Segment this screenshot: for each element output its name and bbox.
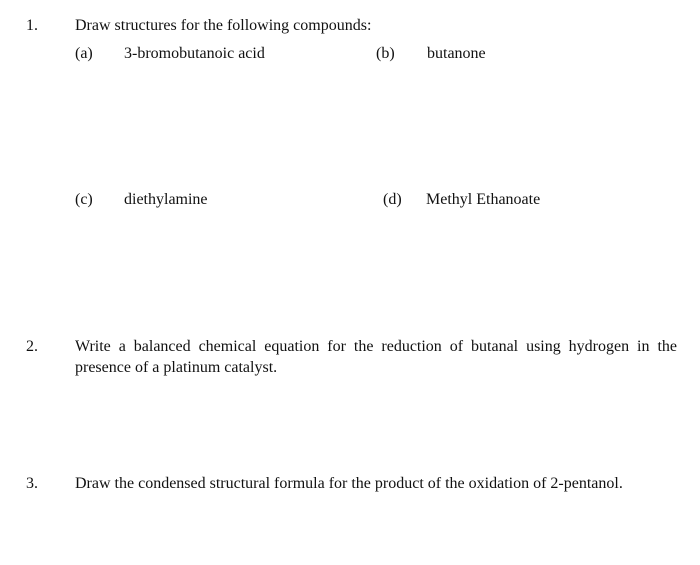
part-c-text: diethylamine: [124, 191, 208, 208]
question-1-number: 1.: [26, 17, 38, 34]
question-3-number: 3.: [26, 475, 38, 492]
part-a-label: (a): [75, 45, 93, 62]
question-2-number: 2.: [26, 338, 38, 355]
part-a-text: 3-bromobutanoic acid: [124, 45, 265, 62]
part-d-text: Methyl Ethanoate: [426, 191, 541, 208]
question-1-text: Draw structures for the following compounds:: [75, 17, 372, 34]
part-b-label: (b): [376, 45, 395, 62]
part-c-label: (c): [75, 191, 93, 208]
part-d-label: (d): [383, 191, 402, 208]
question-3-text: Draw the condensed structural formula for the product of the oxidation of 2-pentanol.: [75, 475, 623, 492]
question-2-text: Write a balanced chemical equation for the reduction of butanal using hydrogen in the presence of a platinum catalyst.: [75, 338, 677, 376]
part-b-text: butanone: [427, 45, 486, 62]
